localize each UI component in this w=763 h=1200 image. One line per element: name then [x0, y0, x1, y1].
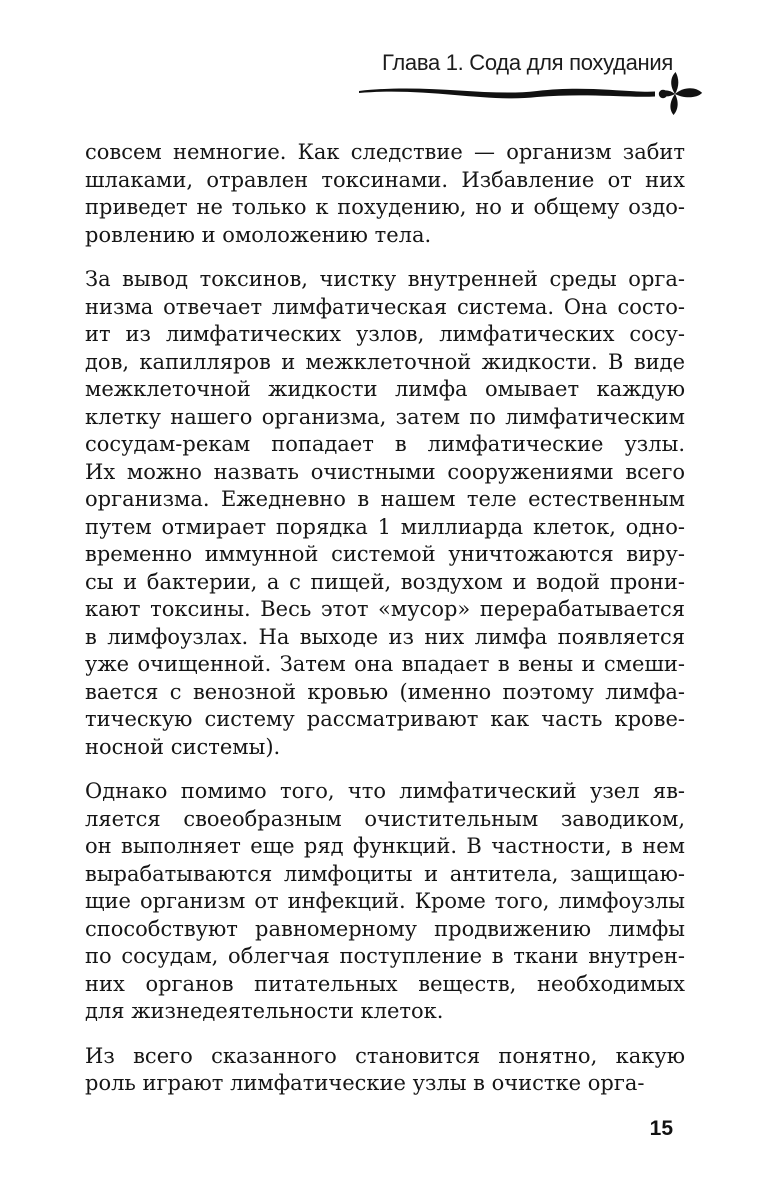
text-line: клетку нашего организма, затем по лимфатическим — [85, 404, 685, 429]
text-line: За вывод токсинов, чистку внутренней среды орга- — [85, 267, 685, 291]
text-line: ит из лимфатических узлов, лимфатических сосу- — [85, 322, 685, 346]
text-line: щие организм от инфекций. Кроме того, лимфоузлы — [85, 889, 685, 913]
text-line: вается с венозной кровью (именно поэтому лимфа- — [85, 679, 685, 704]
text-line: способствуют равномерному продвижению лимфы — [85, 916, 685, 941]
text-line: Их можно назвать очистными сооружениями всего — [85, 459, 685, 484]
text-line: совсем немногие. Как следствие — организм забит — [85, 140, 685, 164]
text-line: носной системы). — [85, 734, 281, 759]
paragraph — [85, 266, 685, 761]
text-line: временно иммунной системой уничтожаются виру- — [85, 542, 685, 566]
text-line: организма. Ежедневно в нашем теле естественным — [85, 487, 685, 511]
text-line: путем отмирает порядка 1 миллиарда клеток, одно- — [85, 514, 685, 539]
paragraph — [85, 1043, 685, 1098]
text-line: них органов питательных веществ, необходимых — [85, 971, 685, 996]
text-line: по сосудам, облегчая поступление в ткани внутрен- — [85, 944, 685, 968]
text-line: вырабатываются лимфоциты и антитела, защищаю- — [85, 861, 685, 886]
header-ornament-swash-fleuron-icon — [357, 70, 703, 116]
text-line: шлаками, отравлен токсинами. Избавление от них — [85, 167, 685, 192]
text-line: роль играют лимфатические узлы в очистке орга- — [85, 1071, 645, 1095]
text-line: он выполняет еще ряд функций. В частности, в нем — [85, 834, 685, 858]
text-line: сосудам-рекам попадает в лимфатические узлы. — [85, 432, 685, 456]
text-line: уже очищенной. Затем она впадает в вены и смеши- — [85, 652, 685, 676]
running-head-chapter-title: Глава 1. Сода для похудания — [381, 50, 673, 75]
text-line: низма отвечает лимфатическая система. Она состо- — [85, 294, 685, 319]
paragraph — [85, 778, 685, 1026]
body-text — [85, 139, 685, 1098]
text-line: ровлению и омоложению тела. — [85, 222, 432, 247]
text-line: Однако помимо того, что лимфатический узел яв- — [85, 779, 685, 803]
text-line: в лимфоузлах. На выходе из них лимфа появляется — [85, 624, 685, 649]
text-line: приведет не только к похудению, но и общему оздо- — [85, 195, 685, 219]
text-line: межклеточной жидкости лимфа омывает каждую — [85, 377, 685, 401]
text-line: дов, капилляров и межклеточной жидкости. В виде — [85, 349, 685, 374]
paragraph — [85, 139, 685, 249]
page-number: 15 — [649, 1117, 673, 1140]
text-line: тическую систему рассматривают как часть крове- — [85, 707, 685, 731]
text-line: кают токсины. Весь этот «мусор» перерабатывается — [85, 597, 685, 621]
text-line: Из всего сказанного становится понятно, какую — [85, 1043, 685, 1068]
text-line: сы и бактерии, а с пищей, воздухом и водой прони- — [85, 569, 685, 594]
text-line: для жизнедеятельности клеток. — [85, 999, 444, 1023]
text-line: ляется своеобразным очистительным заводиком, — [85, 806, 685, 831]
